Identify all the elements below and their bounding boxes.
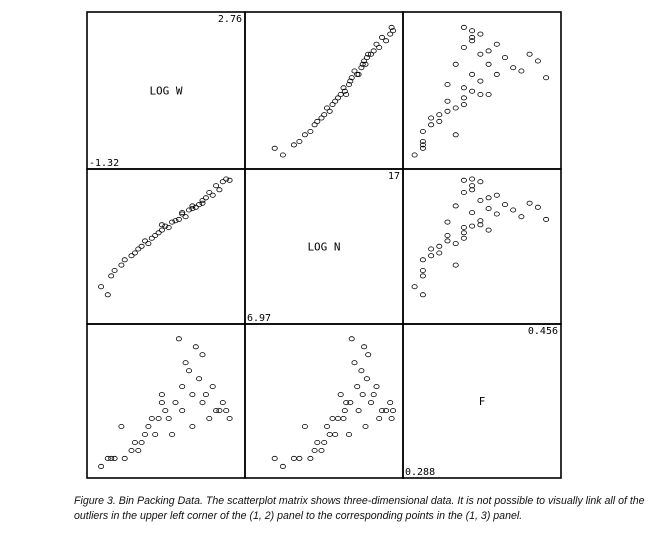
data-point <box>159 401 164 405</box>
data-point <box>129 448 134 452</box>
data-point <box>494 42 499 46</box>
data-point <box>139 244 144 248</box>
data-point <box>544 76 549 80</box>
panel-points-3-2 <box>272 337 396 469</box>
data-point <box>486 228 491 232</box>
data-point <box>420 129 425 133</box>
data-point <box>486 62 491 66</box>
data-point <box>502 203 507 207</box>
data-point <box>429 116 434 120</box>
data-point <box>338 393 343 397</box>
data-point <box>461 25 466 29</box>
data-point <box>486 196 491 200</box>
data-point <box>119 263 124 267</box>
range-min-label-3: 0.288 <box>405 467 436 478</box>
data-point <box>183 215 188 219</box>
data-point <box>478 223 483 227</box>
variable-label-1: LOG W <box>149 84 183 98</box>
data-point <box>384 39 389 43</box>
data-point <box>461 236 466 240</box>
panel-frame-1-2 <box>245 12 403 169</box>
data-point <box>362 345 367 349</box>
data-point <box>153 432 158 436</box>
variable-label-2: LOG N <box>307 240 341 254</box>
data-point <box>200 401 205 405</box>
data-point <box>142 239 147 243</box>
data-point <box>453 263 458 267</box>
panel-points-2-1 <box>99 177 233 297</box>
data-point <box>330 416 335 420</box>
data-point <box>478 180 483 184</box>
data-point <box>453 204 458 208</box>
data-point <box>99 464 104 468</box>
range-max-label-1: 2.76 <box>217 14 242 25</box>
data-point <box>297 139 302 143</box>
data-point <box>478 52 483 56</box>
data-point <box>163 409 168 413</box>
data-point <box>319 116 324 120</box>
data-point <box>389 416 394 420</box>
data-point <box>180 385 185 389</box>
data-point <box>478 219 483 223</box>
data-point <box>308 456 313 460</box>
data-point <box>445 233 450 237</box>
data-point <box>486 207 491 211</box>
data-point <box>173 401 178 405</box>
data-point <box>200 353 205 357</box>
data-point <box>224 409 229 413</box>
data-point <box>220 180 225 184</box>
data-point <box>355 385 360 389</box>
data-point <box>319 448 324 452</box>
data-point <box>297 456 302 460</box>
data-point <box>197 377 202 381</box>
data-point <box>335 416 340 420</box>
data-point <box>322 440 327 444</box>
data-point <box>453 106 458 110</box>
data-point <box>366 353 371 357</box>
data-point <box>374 42 379 46</box>
data-point <box>390 409 395 413</box>
data-point <box>159 223 164 227</box>
data-point <box>214 184 219 188</box>
data-point <box>429 247 434 251</box>
data-point <box>364 377 369 381</box>
data-point <box>183 361 188 365</box>
data-point <box>146 424 151 428</box>
data-point <box>99 285 104 289</box>
data-point <box>341 416 346 420</box>
data-point <box>478 79 483 83</box>
data-point <box>420 258 425 262</box>
data-point <box>453 62 458 66</box>
data-point <box>437 119 442 123</box>
data-point <box>412 285 417 289</box>
data-point <box>429 123 434 127</box>
data-point <box>470 72 475 76</box>
data-point <box>478 198 483 202</box>
data-point <box>461 190 466 194</box>
data-point <box>280 153 285 157</box>
data-point <box>190 393 195 397</box>
data-point <box>371 393 376 397</box>
data-point <box>478 32 483 36</box>
data-point <box>105 456 110 460</box>
data-point <box>272 146 277 150</box>
data-point <box>335 96 340 100</box>
data-point <box>291 143 296 147</box>
data-point <box>217 409 222 413</box>
data-point <box>217 188 222 192</box>
data-point <box>478 92 483 96</box>
data-point <box>315 440 320 444</box>
data-point <box>132 251 137 255</box>
data-point <box>445 109 450 113</box>
data-point <box>156 231 161 235</box>
data-point <box>461 225 466 229</box>
data-point <box>349 337 354 341</box>
data-point <box>420 293 425 297</box>
data-point <box>461 178 466 182</box>
data-point <box>210 193 215 197</box>
data-point <box>486 92 491 96</box>
data-point <box>291 456 296 460</box>
data-point <box>342 409 347 413</box>
data-point <box>122 258 127 262</box>
data-point <box>333 432 338 436</box>
data-point <box>105 293 110 297</box>
data-point <box>377 416 382 420</box>
range-max-label-3: 0.456 <box>527 326 558 337</box>
data-point <box>374 385 379 389</box>
data-point <box>445 239 450 243</box>
data-point <box>519 215 524 219</box>
data-point <box>112 456 117 460</box>
data-point <box>352 361 357 365</box>
data-point <box>420 274 425 278</box>
data-point <box>224 177 229 181</box>
figure-caption: Figure 3. Bin Packing Data. The scatterplot matrix shows three-dimensional data. It is not possible to visually link all of the outliers in the upper left corner of the (1, 2) panel to the corresponding points in the (1, 3) panel. <box>74 495 645 522</box>
data-point <box>220 401 225 405</box>
data-point <box>129 254 134 258</box>
data-point <box>388 401 393 405</box>
data-point <box>176 217 181 221</box>
data-point <box>470 211 475 215</box>
data-point <box>207 190 212 194</box>
data-point <box>227 416 232 420</box>
data-point <box>527 52 532 56</box>
data-point <box>302 424 307 428</box>
data-point <box>511 66 516 70</box>
data-point <box>324 424 329 428</box>
data-point <box>153 233 158 237</box>
data-point <box>356 409 361 413</box>
panel-points-2-3 <box>412 177 549 297</box>
data-point <box>302 133 307 137</box>
data-point <box>527 201 532 205</box>
data-point <box>544 217 549 221</box>
data-point <box>156 416 161 420</box>
data-point <box>461 103 466 107</box>
data-point <box>494 212 499 216</box>
data-point <box>470 29 475 33</box>
data-point <box>461 45 466 49</box>
data-point <box>346 432 351 436</box>
variable-label-3: F <box>478 395 486 408</box>
data-point <box>119 424 124 428</box>
data-point <box>470 177 475 181</box>
data-point <box>368 401 373 405</box>
data-point <box>149 416 154 420</box>
data-point <box>437 251 442 255</box>
data-point <box>445 82 450 86</box>
data-point <box>445 99 450 103</box>
data-point <box>180 409 185 413</box>
data-point <box>227 178 232 182</box>
data-point <box>190 424 195 428</box>
data-point <box>315 119 320 123</box>
data-point <box>176 337 181 341</box>
data-point <box>470 89 475 93</box>
data-point <box>363 424 368 428</box>
panel-frame-2-3 <box>403 169 561 324</box>
data-point <box>166 416 171 420</box>
range-min-label-1: -1.32 <box>89 158 120 169</box>
data-point <box>360 393 365 397</box>
data-point <box>280 464 285 468</box>
data-point <box>112 268 117 272</box>
data-point <box>461 96 466 100</box>
data-point <box>186 369 191 373</box>
data-point <box>461 231 466 235</box>
panel-frame-3-2 <box>245 324 403 478</box>
data-point <box>272 456 277 460</box>
data-point <box>453 242 458 246</box>
data-point <box>193 345 198 349</box>
data-point <box>359 369 364 373</box>
data-point <box>170 432 175 436</box>
data-point <box>210 385 215 389</box>
data-point <box>437 244 442 248</box>
data-point <box>146 242 151 246</box>
data-point <box>437 113 442 117</box>
data-point <box>519 69 524 73</box>
data-point <box>136 247 141 251</box>
data-point <box>470 224 475 228</box>
data-point <box>494 72 499 76</box>
data-point <box>371 49 376 53</box>
data-point <box>203 196 208 200</box>
data-point <box>379 35 384 39</box>
data-point <box>535 205 540 209</box>
data-point <box>159 393 164 397</box>
data-point <box>327 432 332 436</box>
panel-points-1-3 <box>412 25 549 157</box>
data-point <box>429 254 434 258</box>
data-point <box>535 59 540 63</box>
panel-points-3-1 <box>99 337 233 469</box>
data-point <box>142 432 147 436</box>
data-point <box>207 416 212 420</box>
data-point <box>327 109 332 113</box>
data-point <box>308 129 313 133</box>
data-point <box>412 153 417 157</box>
data-point <box>149 236 154 240</box>
data-point <box>420 268 425 272</box>
data-point <box>453 133 458 137</box>
data-point <box>486 49 491 53</box>
panel-frame-2-1 <box>87 169 245 324</box>
data-point <box>159 228 164 232</box>
data-point <box>445 220 450 224</box>
data-point <box>136 448 141 452</box>
data-point <box>494 193 499 197</box>
data-point <box>511 208 516 212</box>
data-point <box>203 393 208 397</box>
panel-points-1-2 <box>272 25 396 157</box>
data-point <box>312 448 317 452</box>
data-point <box>122 456 127 460</box>
data-point <box>132 440 137 444</box>
range-min-label-2: 6.97 <box>247 313 272 324</box>
data-point <box>109 274 114 278</box>
data-point <box>461 86 466 90</box>
data-point <box>470 188 475 192</box>
data-point <box>139 440 144 444</box>
range-max-label-2: 17 <box>387 171 400 182</box>
data-point <box>470 184 475 188</box>
data-point <box>502 56 507 60</box>
